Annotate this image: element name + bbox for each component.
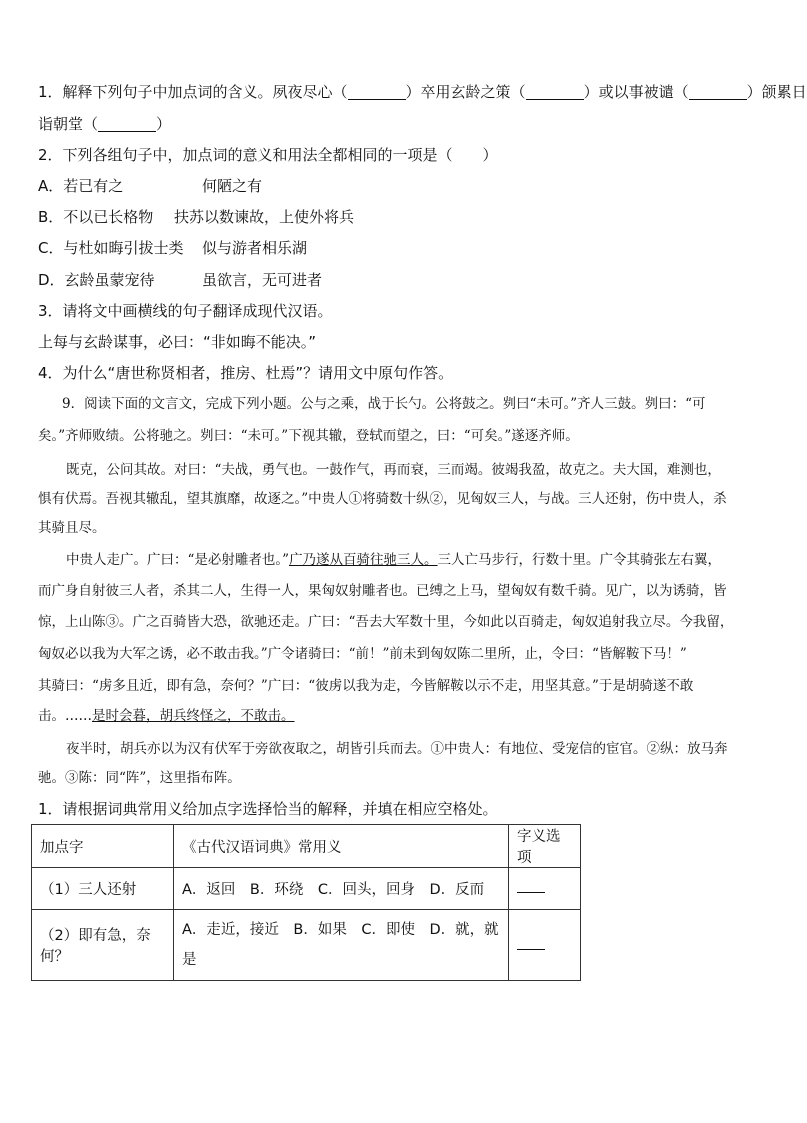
- answer-blank[interactable]: [98, 117, 156, 132]
- answer-cell[interactable]: [509, 910, 581, 981]
- underlined-sentence: 是时会暮，胡兵终怪之，不敢击。: [92, 708, 295, 724]
- q5-stem: 1．请根据词典常用义给加点字选择恰当的解释，并填在相应空格处。: [38, 800, 498, 818]
- passage-line: 而广身自射彼三人者，杀其二人，生得一人，果匈奴射雕者也。已缚之上马，望匈奴有数千骑。见广，以为诱骑，皆: [38, 583, 727, 599]
- q2-option-a[interactable]: A．若已有之 何陋之有: [38, 177, 263, 195]
- table-header: 《古代汉语词典》常用义: [174, 825, 509, 868]
- passage-line: 其骑且尽。: [38, 520, 106, 536]
- table-row: [32, 868, 581, 910]
- table-cell: A．走近，接近 B．如果 C．即使 D．就，就 是: [174, 910, 509, 981]
- table-cell: （2）即有急，奈何？: [32, 910, 174, 981]
- table-cell: （1）三人还射: [32, 868, 174, 910]
- passage-line: 其骑曰：“虏多且近，即有急，奈何？”广曰：“彼虏以我为走，今皆解鞍以示不走，用坚其意。”于是胡骑遂不敢: [38, 678, 694, 694]
- table-header: 加点字: [32, 825, 174, 868]
- q3-stem: 3．请将文中画横线的句子翻译成现代汉语。: [38, 302, 333, 320]
- answer-cell[interactable]: [509, 868, 581, 910]
- table-header: 字义选项: [509, 825, 581, 868]
- passage-line: 9．阅读下面的文言文，完成下列小题。公与之乘，战于长勺。公将鼓之。刿曰“未可。”齐人三鼓。刿曰：“可: [62, 396, 706, 412]
- passage-line: 惧有伏焉。吾视其辙乱，望其旗靡，故逐之。”中贵人①将骑数十纵②，见匈奴三人，与战。三人还射，伤中贵人，杀: [38, 491, 727, 507]
- table-cell: A．返回 B．环绕 C．回头，回身 D．反而: [174, 868, 509, 910]
- passage-line: 驰。③陈：同“阵”，这里指布阵。: [38, 770, 241, 786]
- passage-line: 惊，上山陈③。广之百骑皆大恐，欲驰还走。广曰：“吾去大军数十里，今如此以百骑走，匈奴追射我立尽。今我留，: [38, 614, 734, 630]
- passage-line: 击。……是时会暮，胡兵终怪之，不敢击。: [38, 708, 295, 724]
- underlined-sentence: 广乃遂从百骑往驰三人。: [289, 552, 438, 568]
- q1-line2: 诣朝堂（ ）: [38, 115, 172, 133]
- q2-option-b[interactable]: B．不以已长格物 扶苏以数谏故，上使外将兵: [38, 208, 355, 226]
- answer-blank[interactable]: [526, 85, 584, 100]
- passage-line: 既克，公问其故。对曰：“夫战，勇气也。一鼓作气，再而衰，三而竭。彼竭我盈，故克之。夫大国，难测也，: [66, 462, 721, 478]
- passage-line: 中贵人走广。广曰：“是必射雕者也。”广乃遂从百骑往驰三人。三人亡马步行，行数十里。广令其骑张左右翼，: [66, 552, 722, 568]
- answer-blank[interactable]: [517, 937, 545, 950]
- passage-line: 矣。”齐师败绩。公将驰之。刿曰：“未可。”下视其辙，登轼而望之，曰：“可矣。”遂逐齐师。: [38, 428, 579, 444]
- answer-blank[interactable]: [689, 85, 747, 100]
- q4-stem: 4．为什么“唐世称贤相者，推房、杜焉”？请用文中原句作答。: [38, 364, 454, 382]
- table-header-row: [32, 825, 581, 868]
- answer-blank[interactable]: [348, 85, 406, 100]
- table-row: [32, 910, 581, 981]
- word-meaning-table: [31, 824, 581, 981]
- answer-blank[interactable]: [517, 880, 545, 893]
- q2-stem: 2．下列各组句子中，加点词的意义和用法全都相同的一项是（ ）: [38, 146, 498, 164]
- q2-option-c[interactable]: C．与杜如晦引拔士类 似与游者相乐湖: [38, 239, 308, 257]
- passage-line: 匈奴必以我为大军之诱，必不敢击我。”广令诸骑曰：“前！”前未到匈奴陈二里所，止，令曰：“皆解鞍下马！”: [38, 646, 687, 662]
- q2-option-d[interactable]: D．玄龄虽蒙宠待 虽欲言，无可进者: [38, 271, 323, 289]
- q3-sentence: 上每与玄龄谋事，必曰：“非如晦不能决。”: [38, 333, 317, 351]
- q1-line1: 1．解释下列句子中加点词的含义。夙夜尽心（ ）卒用玄龄之策（ ）或以事被谴（ ）颌累日: [38, 83, 807, 101]
- passage-line: 夜半时，胡兵亦以为汉有伏军于旁欲夜取之，胡皆引兵而去。①中贵人：有地位、受宠信的宦官。②纵：放马奔: [66, 741, 728, 757]
